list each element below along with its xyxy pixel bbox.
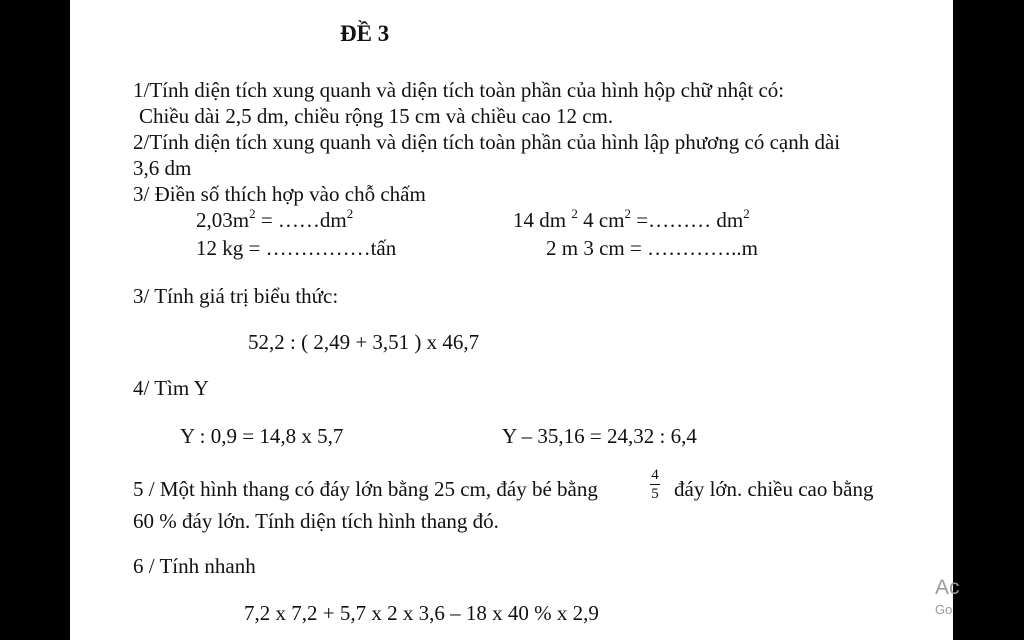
conversion-a-target: = ……dm (255, 208, 347, 232)
superscript: 2 (624, 206, 631, 221)
question-1-line-2: Chiều dài 2,5 dm, chiều rộng 15 cm và chiều cao 12 cm. (139, 104, 614, 128)
superscript: 2 (249, 206, 256, 221)
superscript: 2 (743, 206, 750, 221)
conversion-b-part-2: 4 cm (577, 208, 625, 232)
question-5-line-1-start: 5 / Một hình thang có đáy lớn bằng 25 cm, đáy bé bằng (133, 477, 598, 501)
quick-calc-expression: 7,2 x 7,2 + 5,7 x 2 x 3,6 – 18 x 40 % x 2,9 (244, 601, 599, 625)
conversion-b-part-1: 14 dm (513, 208, 572, 232)
superscript: 2 (571, 206, 578, 221)
fraction-bar (650, 484, 660, 485)
page-title: ĐỀ 3 (340, 21, 390, 46)
question-4-heading: 4/ Tìm Y (133, 376, 209, 400)
fraction (650, 467, 660, 502)
question-3b-heading: 3/ Tính giá trị biểu thức: (133, 284, 339, 308)
conversion-b-part-3: =……… dm (631, 208, 744, 232)
question-3-heading: 3/ Điền số thích hợp vào chỗ chấm (133, 182, 426, 206)
fraction-numerator: 4 (651, 467, 659, 483)
conversion-c: 12 kg = ……………tấn (196, 236, 397, 260)
question-1-line-1: 1/Tính diện tích xung quanh và diện tích toàn phần của hình hộp chữ nhật có: (133, 78, 785, 102)
watermark-line-1: Ac (935, 576, 960, 599)
question-2-line-2: 3,6 dm (133, 156, 192, 180)
conversion-a-value: 2,03m (196, 208, 250, 232)
question-6-heading: 6 / Tính nhanh (133, 554, 256, 578)
equation-2: Y – 35,16 = 24,32 : 6,4 (502, 424, 697, 448)
conversion-a (196, 208, 353, 232)
question-5-line-2: 60 % đáy lớn. Tính diện tích hình thang đó. (133, 509, 499, 533)
superscript: 2 (346, 206, 354, 221)
question-2-line-1: 2/Tính diện tích xung quanh và diện tích toàn phần của hình lập phương có cạnh dài (133, 130, 841, 154)
document-page (70, 0, 953, 640)
conversion-d: 2 m 3 cm = …………..m (546, 236, 758, 260)
watermark-line-2: Go (935, 602, 953, 617)
equation-1: Y : 0,9 = 14,8 x 5,7 (180, 424, 344, 448)
conversion-b (513, 208, 750, 232)
question-5-line-1-end: đáy lớn. chiều cao bằng (674, 477, 874, 501)
activation-watermark (935, 576, 960, 618)
expression: 52,2 : ( 2,49 + 3,51 ) x 46,7 (248, 330, 480, 354)
fraction-denominator: 5 (651, 486, 659, 502)
